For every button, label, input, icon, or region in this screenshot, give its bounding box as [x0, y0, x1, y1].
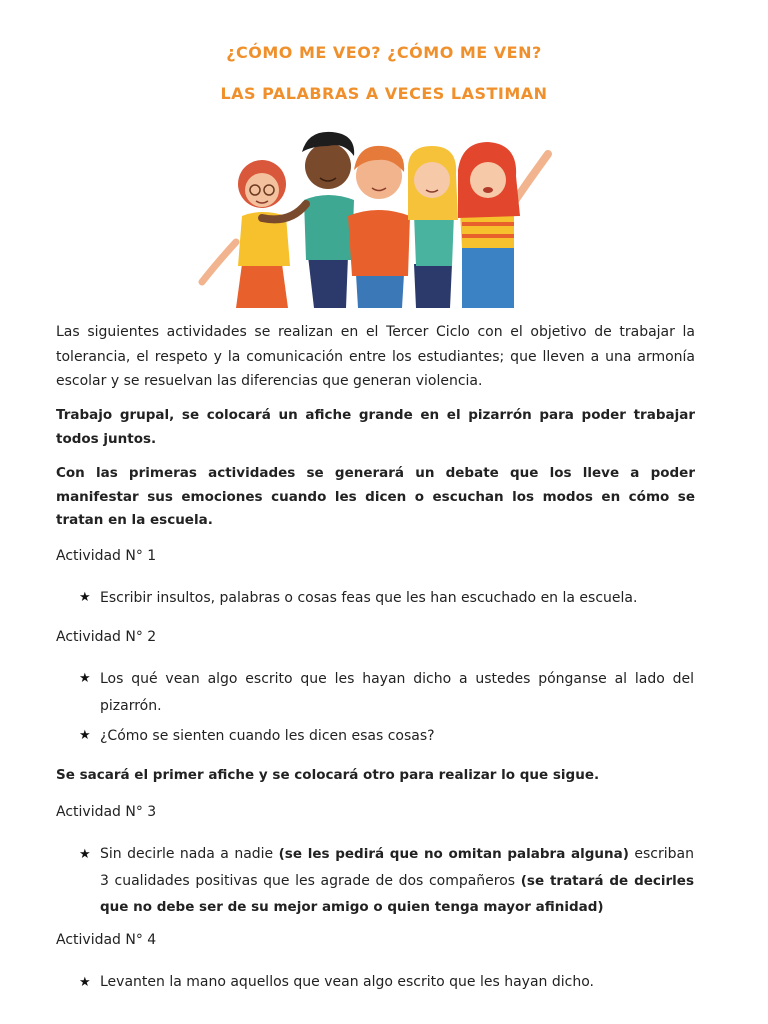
activity-2-item-1: Los qué vean algo escrito que les hayan dicho a ustedes pónganse al lado del pizarrón. [100, 671, 694, 714]
activity-3-text-b: escriban 3 cualidades positivas que les agrade de dos compañeros [100, 846, 694, 889]
group-of-five-kids-icon [196, 124, 568, 308]
star-bullet-icon: ★ [79, 975, 91, 990]
poster-change-paragraph: Se sacará el primer afiche y se colocará otro para realizar lo que sigue. [56, 767, 600, 783]
kid-3 [348, 146, 410, 308]
activity-3-item [100, 841, 694, 921]
intro-paragraph: Las siguientes actividades se realizan en el Tercer Ciclo con el objetivo de trabajar la tolerancia, el respeto y la comunicación entre los estudiantes; que lleven a una armonía escolar y se resuelvan las diferencias que generan violencia. [56, 324, 695, 389]
star-bullet-icon: ★ [79, 671, 91, 686]
document-subtitle: LAS PALABRAS A VECES LASTIMAN [220, 84, 548, 103]
kid-1 [202, 160, 290, 308]
activity-1-item: Escribir insultos, palabras o cosas feas que les han escuchado en la escuela. [100, 590, 638, 606]
activity-3-note-b: (se tratará de decirles que no debe ser de su mejor amigo o quien tenga mayor afinidad) [100, 872, 695, 915]
activity-3-text-a: Sin decirle nada a nadie [100, 846, 279, 862]
group-work-paragraph: Trabajo grupal, se colocará un afiche grande en el pizarrón para poder trabajar todos juntos. [56, 407, 695, 447]
kid-4 [408, 146, 458, 308]
activity-4-item: Levanten la mano aquellos que vean algo escrito que les hayan dicho. [100, 974, 594, 990]
star-bullet-icon: ★ [79, 590, 91, 605]
activity-3-heading: Actividad N° 3 [56, 804, 157, 820]
activity-3-note-a: (se les pedirá que no omitan palabra alguna) [278, 846, 629, 862]
star-bullet-icon: ★ [79, 728, 91, 743]
activity-4-heading: Actividad N° 4 [56, 932, 157, 948]
debate-paragraph: Con las primeras actividades se generará un debate que los lleve a poder manifestar sus emociones cuando les dicen o escuchan los modos en cómo se tratan en la escuela. [56, 465, 695, 528]
activity-2-heading: Actividad N° 2 [56, 629, 157, 645]
document-title: ¿CÓMO ME VEO? ¿CÓMO ME VEN? [226, 43, 542, 62]
activity-2-item-2: ¿Cómo se sienten cuando les dicen esas cosas? [100, 728, 435, 744]
star-bullet-icon: ★ [79, 847, 91, 862]
activity-1-heading: Actividad N° 1 [56, 548, 157, 564]
kid-5 [458, 142, 548, 308]
